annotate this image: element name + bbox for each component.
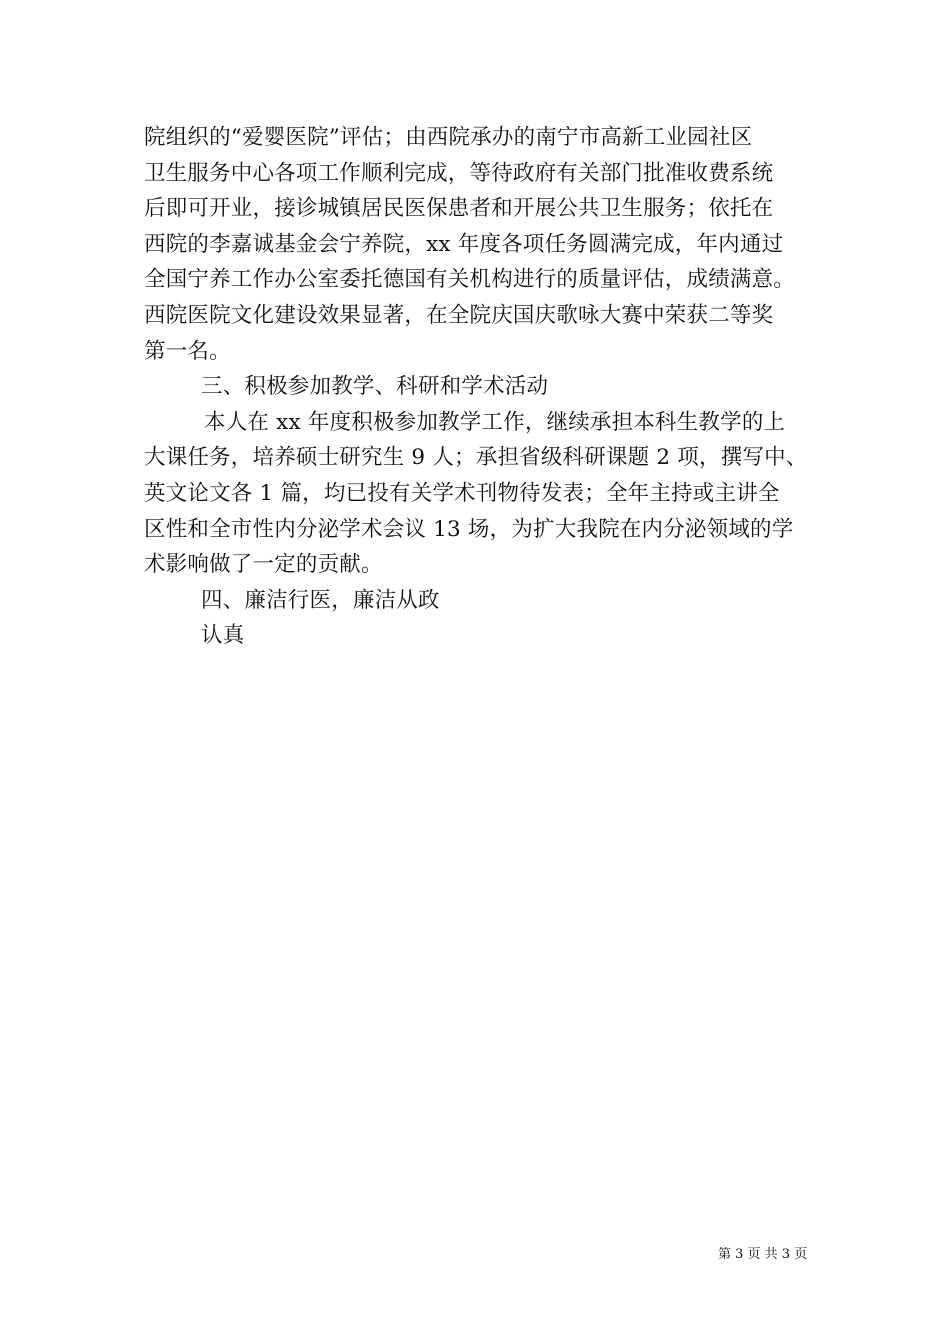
paragraph-line: 第一名。	[144, 338, 231, 364]
paragraph-line: 西院的李嘉诚基金会宁养院，xx 年度各项任务圆满完成，年内通过	[144, 231, 784, 257]
paragraph-line: 大课任务，培养硕士研究生 9 人；承担省级科研课题 2 项，撰写中、	[144, 445, 808, 471]
document-body	[144, 120, 834, 654]
paragraph-line: 区性和全市性内分泌学术会议 13 场，为扩大我院在内分泌领域的学	[144, 516, 794, 542]
paragraph-line: 英文论文各 1 篇，均已投有关学术刊物待发表；全年主持或主讲全	[144, 480, 780, 506]
paragraph-2	[144, 405, 834, 583]
paragraph-line: 西院医院文化建设效果显著，在全院庆国庆歌咏大赛中荣获二等奖	[144, 302, 774, 328]
paragraph-3-start: 认真	[201, 623, 245, 649]
paragraph-line: 本人在 xx 年度积极参加教学工作，继续承担本科生教学的上	[204, 409, 786, 435]
paragraph-line: 卫生服务中心各项工作顺利完成，等待政府有关部门批准收费系统	[144, 160, 774, 186]
paragraph-line: 全国宁养工作办公室委托德国有关机构进行的质量评估，成绩满意。	[144, 267, 796, 293]
section-heading-3: 三、积极参加教学、科研和学术活动	[201, 374, 549, 400]
paragraph-line: 院组织的“爱婴医院”评估；由西院承办的南宁市高新工业园社区	[144, 125, 753, 150]
paragraph-line: 术影响做了一定的贡献。	[144, 552, 383, 578]
paragraph-1	[144, 120, 834, 369]
page-number-footer: 第 3 页 共 3 页	[718, 1247, 808, 1262]
section-heading-4: 四、廉洁行医，廉洁从政	[201, 587, 440, 613]
paragraph-line: 后即可开业，接诊城镇居民医保患者和开展公共卫生服务；依托在	[144, 196, 774, 222]
